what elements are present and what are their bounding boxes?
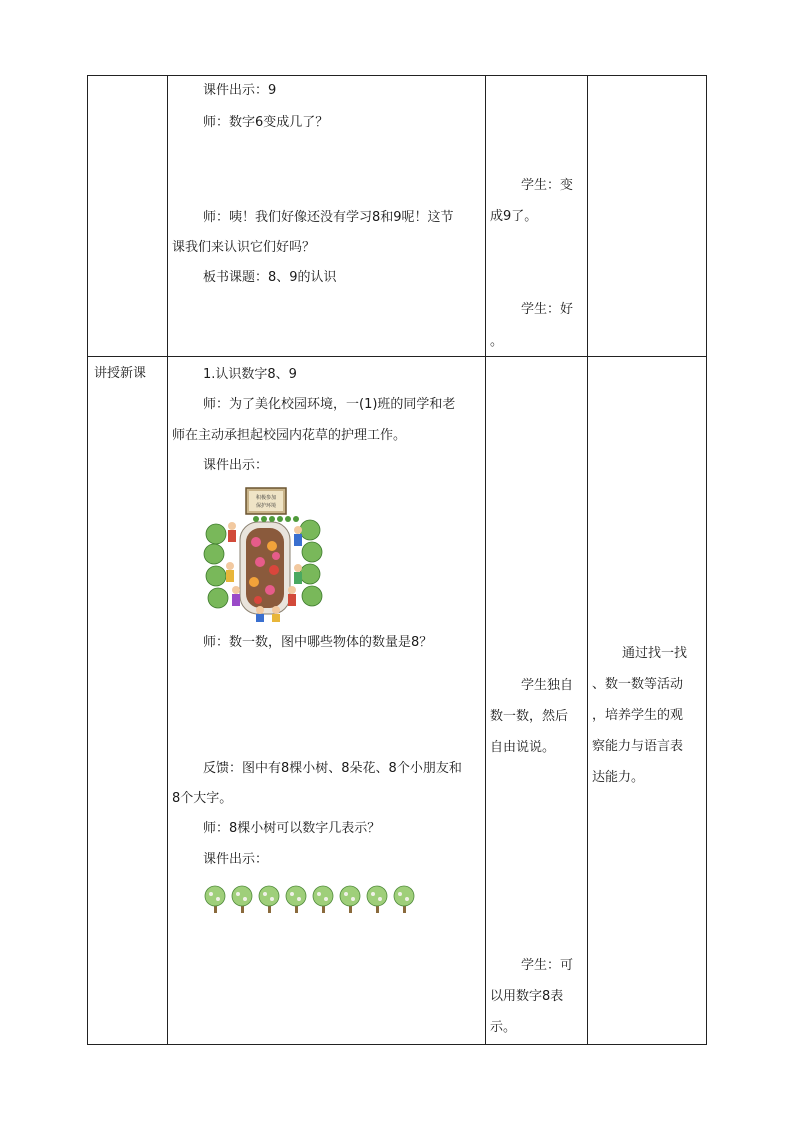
teacher-line-b: 课我们来认识它们好吗？	[172, 240, 316, 255]
student-answer-8a: 学生：可	[521, 958, 574, 973]
design-intent-c: ，培养学生的观	[592, 708, 684, 723]
tree-icon	[340, 886, 360, 913]
table-top-border	[87, 75, 707, 76]
student-answer-8b: 以用数字8表	[490, 989, 564, 1004]
student-answer-1b: 成9了。	[490, 209, 538, 224]
row-divider	[87, 356, 707, 357]
section-label: 讲授新课	[94, 366, 147, 381]
table-right-border	[706, 75, 707, 1045]
student-answer-1a: 学生：变	[521, 178, 574, 193]
student-answer-2a: 学生：好	[521, 302, 574, 317]
student-answer-2b: 。	[490, 334, 504, 349]
student-count-c: 自由说说。	[490, 740, 556, 755]
teacher-intro-a: 师：为了美化校园环境，一(1)班的同学和老	[203, 397, 456, 412]
design-intent-b: 、数一数等活动	[592, 677, 684, 692]
garden-illustration	[202, 486, 326, 622]
teacher-question-8: 师：8棵小树可以数字几表示？	[203, 821, 381, 836]
student-count-b: 数一数，然后	[490, 709, 569, 724]
student-count-a: 学生独自	[521, 678, 574, 693]
teacher-intro-b: 师在主动承担起校园内花草的护理工作。	[172, 428, 407, 443]
teacher-count-question: 师：数一数，图中哪些物体的数量是8？	[203, 635, 433, 650]
feedback-a: 反馈：图中有8棵小树、8朵花、8个小朋友和	[203, 761, 462, 776]
eight-trees-illustration	[204, 882, 420, 914]
tree-icon	[313, 886, 333, 913]
teacher-question-6: 师：数字6变成几了？	[203, 115, 329, 130]
tree-icon	[232, 886, 252, 913]
courseware-show-9: 课件出示：9	[203, 83, 277, 98]
courseware-label: 课件出示：	[203, 458, 269, 473]
col-divider-3	[587, 75, 588, 1045]
sign-text-2: 保护环境	[255, 503, 277, 509]
teacher-line-a: 师：咦！我们好像还没有学习8和9呢！这节	[203, 210, 454, 225]
col-divider-2	[485, 75, 486, 1045]
courseware-label-2: 课件出示：	[203, 852, 269, 867]
step-heading: 1.认识数字8、9	[203, 367, 297, 382]
tree-icon	[394, 886, 414, 913]
design-intent-e: 达能力。	[592, 770, 645, 785]
tree-icon	[205, 886, 225, 913]
feedback-b: 8个大字。	[172, 791, 233, 806]
table-left-border	[87, 75, 88, 1045]
tree-icon	[367, 886, 387, 913]
table-bottom-border	[87, 1044, 707, 1045]
design-intent-a: 通过找一找	[622, 646, 688, 661]
sign-text-1: 积极参加	[255, 495, 277, 501]
tree-icon	[286, 886, 306, 913]
design-intent-d: 察能力与语言表	[592, 739, 684, 754]
col-divider-1	[167, 75, 168, 1045]
board-title: 板书课题：8、9的认识	[203, 270, 337, 285]
tree-icon	[259, 886, 279, 913]
student-answer-8c: 示。	[490, 1020, 517, 1035]
